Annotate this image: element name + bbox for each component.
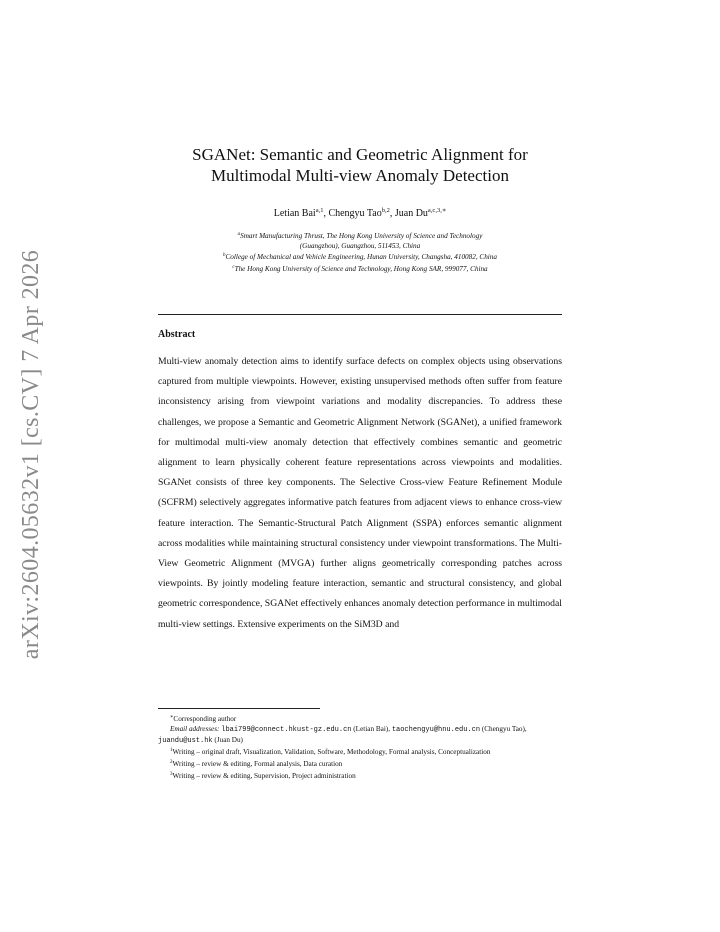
- footnote-star-mark: ∗: [170, 715, 174, 720]
- email-link-3[interactable]: juandu@ust.hk: [158, 736, 213, 745]
- email-owner-2: (Chengyu Tao),: [481, 724, 527, 733]
- footnote-1-text: Writing – original draft, Visualization, Validation, Software, Methodology, Formal analysis, Conceptualization: [172, 748, 491, 757]
- footnote-3: [158, 770, 562, 782]
- email-owner-3: (Juan Du): [214, 735, 243, 744]
- footnotes: [158, 713, 562, 782]
- affiliation-line: [158, 263, 562, 275]
- affiliation-mark: b: [223, 253, 226, 258]
- abstract-body: Multi-view anomaly detection aims to identify surface defects on complex objects using observations captured from multiple viewpoints. However, existing unsupervised methods often suffer from feature inconsistency arising from viewpoint variations and modality discrepancies. To address these challenges, we propose a Semantic and Geometric Alignment Network (SGANet), a unified framework for multimodal multi-view anomaly detection that effectively combines semantic and geometric alignment to learn physically coherent feature representations across viewpoints and modalities. SGANet consists of three key components. The Selective Cross-view Feature Refinement Module (SCFRM) selectively aggregates informative patch features from adjacent views to enhance cross-view feature interaction. The Semantic-Structural Patch Alignment (SSPA) enforces semantic alignment across modalities while maintaining structural consistency under viewpoint transformations. The Multi-View Geometric Alignment (MVGA) further aligns geometrically corresponding patches across viewpoints. By jointly modeling feature interaction, semantic and structural consistency, and global geometric correspondence, SGANet effectively enhances anomaly detection performance in multimodal multi-view settings. Extensive experiments on the SiM3D and: [158, 356, 562, 630]
- affiliation-text: (Guangzhou), Guangzhou, 511453, China: [299, 241, 421, 250]
- arxiv-identifier-stamp: [14, 249, 50, 659]
- paper-title: [158, 144, 562, 186]
- footnote-corresponding: [158, 713, 562, 725]
- affiliation-mark: a: [237, 232, 241, 237]
- author-affiliation-marks: a,1: [315, 207, 324, 214]
- affiliation-mark: c: [232, 264, 235, 270]
- footnote-2: [158, 758, 562, 770]
- author-affiliation-marks: a,c,3,∗: [427, 207, 447, 214]
- footnote-1: [158, 746, 562, 758]
- footnote-mark-1: 1: [170, 748, 173, 754]
- email-link-1[interactable]: lbai799@connect.hkust-gz.edu.cn: [221, 725, 352, 734]
- affiliation-line: [158, 251, 562, 263]
- author-list: Letian Bai$^{a,1}$, Chengyu Tao$^{b,2}$, Juan $Du^{a,c,3,∗}$: [273, 207, 447, 219]
- footnote-3-text: Writing – review & editing, Supervision, Project administration: [172, 771, 356, 780]
- author-name: Juan Du: [394, 208, 428, 219]
- footnote-2-text: Writing – review & editing, Formal analysis, Data curation: [172, 760, 343, 769]
- email-link-2[interactable]: taochengyu@hnu.edu.cn: [391, 725, 481, 734]
- footnote-mark-3: 3: [170, 771, 173, 777]
- author-affiliation-marks: b,2: [381, 207, 390, 214]
- affiliation-text: Smart Manufacturing Thrust, The Hong Kong University of Science and Technology: [240, 232, 483, 240]
- footnote-mark-2: 2: [170, 760, 173, 766]
- email-label: Email addresses:: [170, 724, 220, 733]
- abstract-top-rule: [158, 314, 562, 315]
- author-name: Chengyu Tao: [328, 208, 382, 219]
- affiliation-text: The Hong Kong University of Science and Technology, Hong Kong SAR, 999077, China: [234, 264, 488, 273]
- affiliation-line: [158, 242, 562, 252]
- affiliation-line: [158, 230, 562, 242]
- footnote-emails: [158, 725, 562, 747]
- affiliation-text: College of Mechanical and Vehicle Engineering, Hunan University, Changsha, 410082, China: [225, 253, 497, 261]
- author-name: Letian Bai: [273, 208, 316, 219]
- footnote-rule: [158, 708, 320, 709]
- email-owner-1: (Letian Bai),: [353, 724, 391, 733]
- footnote-corresponding-text: Corresponding author: [173, 715, 237, 723]
- title-line-1: SGANet: Semantic and Geometric Alignment for: [192, 145, 528, 164]
- arxiv-identifier-text: arXiv:2604.05632v1 [cs.CV] 7 Apr 2026: [18, 249, 45, 659]
- affiliation-list: [158, 230, 562, 274]
- title-line-2: Multimodal Multi-view Anomaly Detection: [211, 166, 509, 185]
- abstract-heading: Abstract: [158, 329, 196, 340]
